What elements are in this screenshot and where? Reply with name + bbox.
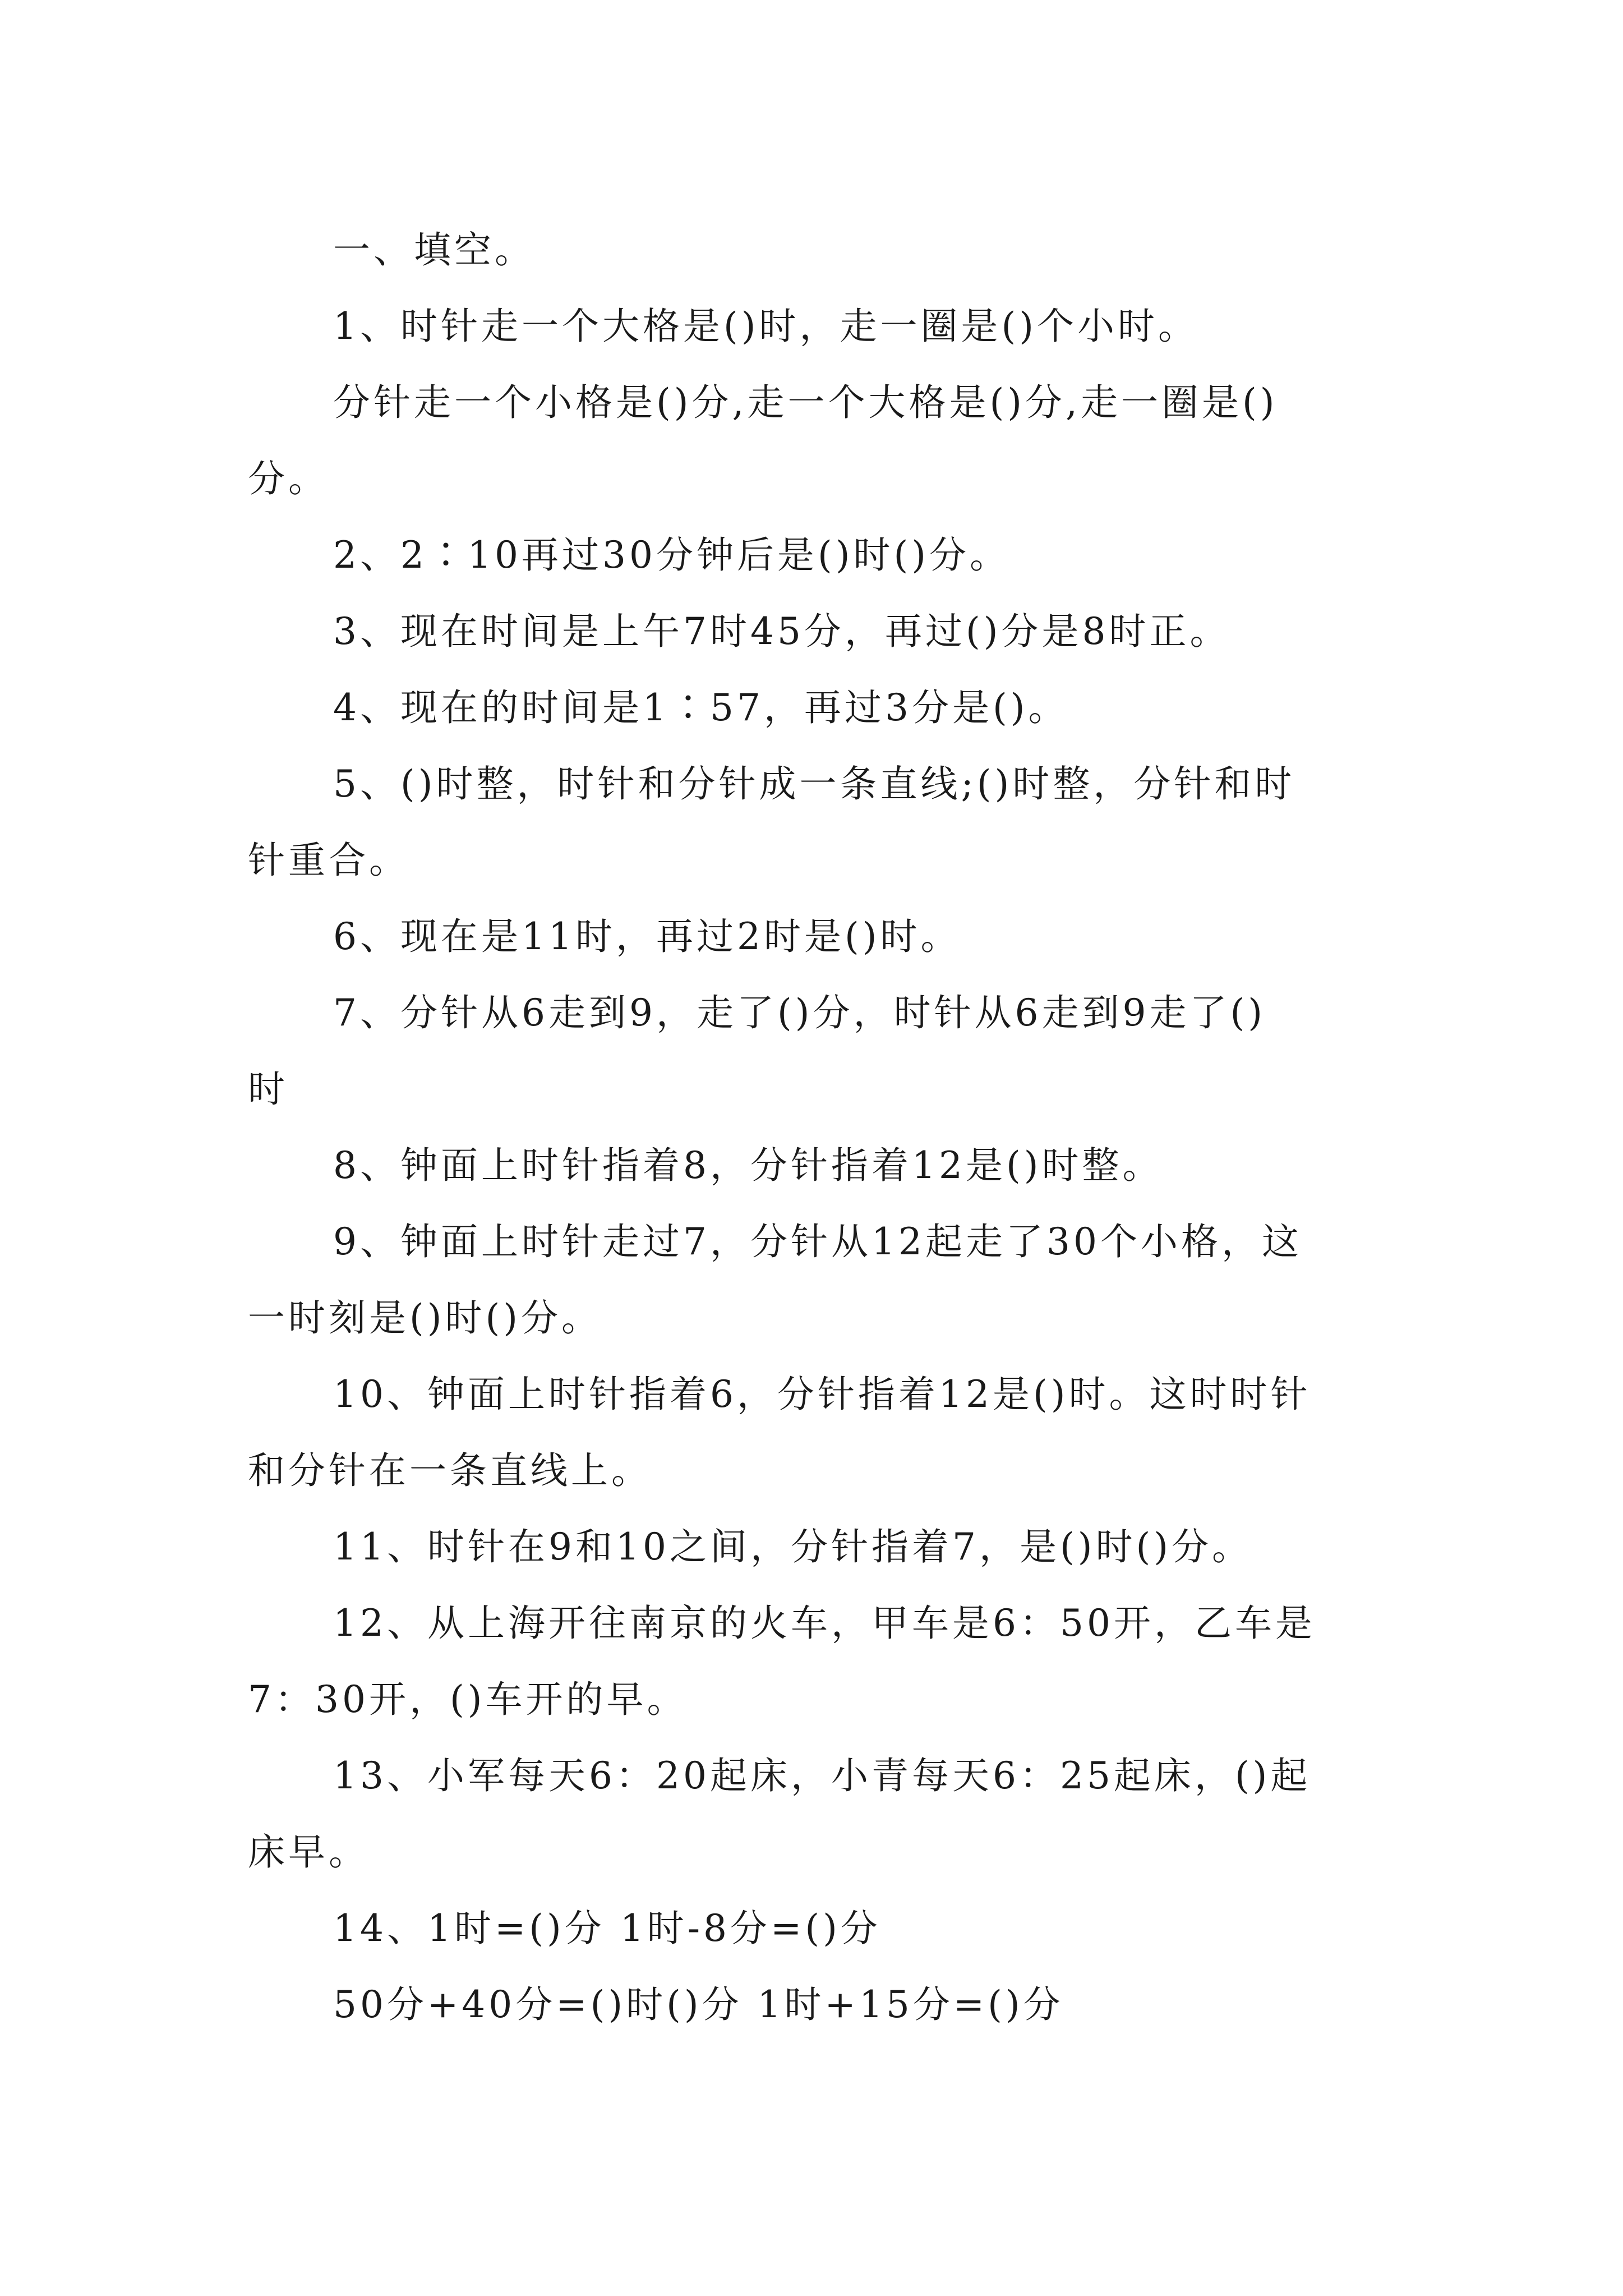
question-12-line-2: 7：30开，()车开的早。 [248, 1678, 688, 1721]
question-9-line-2: 一时刻是()时()分。 [248, 1296, 602, 1340]
question-8: 8、钟面上时针指着8，分针指着12是()时整。 [333, 1144, 1163, 1187]
question-13-line-2: 床早。 [248, 1830, 369, 1874]
question-10-line-2: 和分针在一条直线上。 [248, 1449, 652, 1492]
question-3: 3、现在时间是上午7时45分，再过()分是8时正。 [333, 610, 1230, 653]
question-14-line-1: 14、1时=()分 1时-8分=()分 [333, 1907, 881, 1950]
question-7-line-2: 时 [248, 1068, 288, 1111]
question-10-line-1: 10、钟面上时针指着6，分针指着12是()时。这时时针 [333, 1373, 1311, 1416]
question-13-line-1: 13、小军每天6：20起床，小青每天6：25起床，()起 [333, 1754, 1311, 1797]
question-1-line-1: 1、时针走一个大格是()时，走一圈是()个小时。 [333, 305, 1198, 348]
question-1-line-2: 分针走一个小格是()分,走一个大格是()分,走一圈是() [333, 381, 1278, 424]
section-heading: 一、填空。 [333, 228, 535, 272]
question-12-line-1: 12、从上海开往南京的火车，甲车是6：50开，乙车是 [333, 1602, 1316, 1645]
question-11: 11、时针在9和10之间，分针指着7，是()时()分。 [333, 1525, 1252, 1568]
question-1-line-3: 分。 [248, 457, 329, 500]
question-7-line-1: 7、分针从6走到9，走了()分，时针从6走到9走了() [333, 991, 1266, 1034]
question-4: 4、现在的时间是1∶57，再过3分是()。 [333, 686, 1069, 729]
worksheet-content [248, 212, 1398, 2043]
question-6: 6、现在是11时，再过2时是()时。 [333, 915, 961, 958]
question-9-line-1: 9、钟面上时针走过7，分针从12起走了30个小格，这 [333, 1220, 1302, 1263]
question-5-line-1: 5、()时整，时针和分针成一条直线;()时整，分针和时 [333, 762, 1295, 806]
question-5-line-2: 针重合。 [248, 839, 409, 882]
question-14-line-2: 50分+40分=()时()分 1时+15分=()分 [333, 1983, 1064, 2026]
question-2: 2、2∶10再过30分钟后是()时()分。 [333, 533, 1010, 577]
